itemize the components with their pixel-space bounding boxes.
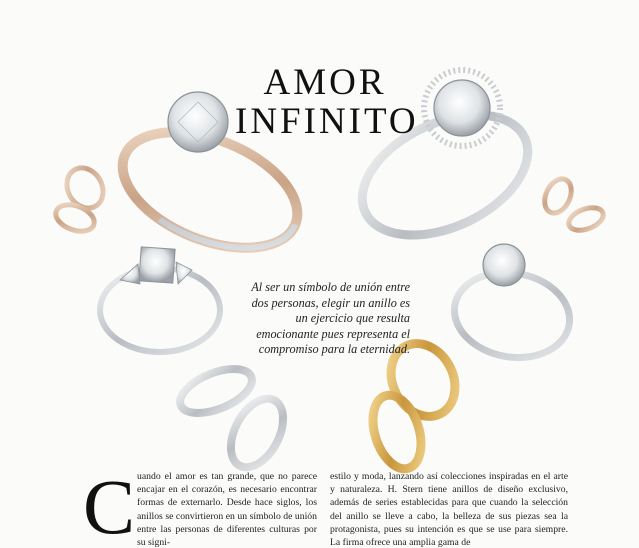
dropcap-letter: C [83,463,136,548]
article-column-2: estilo y moda, lanzando así colecciones inspiradas en el arte y naturaleza. H. Stern tiene anillos de diseño exclusivo, además de series establecidas para que cuando la selección del anillo se lleve a cabo, la belleza de sus piezas sea la protagonista, pues su intención es que se use para siempre. La firma ofrece una amplia gama de [330,471,568,548]
rose-gold-bands-left [52,161,110,236]
white-gold-bands [174,360,294,476]
intro-paragraph: Al ser un símbolo de unión entre dos personas, elegir un anillo es un ejercicio que resulta emocionante pues representa el compromiso para la eternidad. [251,280,410,357]
title-line-1: AMOR [263,61,387,103]
rose-gold-bands-right [540,175,607,235]
three-stone-ring [100,247,220,352]
solitaire-ring-right [448,244,577,366]
page-title [235,61,419,142]
title-line-2: INFINITO [235,100,419,142]
article-column-1: uando el amor es tan grande, que no parece encajar en el corazón, es necesario encontrar formas de externarlo. Desde hace siglos, los anillos se convirtieron en un símbolo de unión entre las personas de diferentes culturas por su signi- [137,471,317,548]
